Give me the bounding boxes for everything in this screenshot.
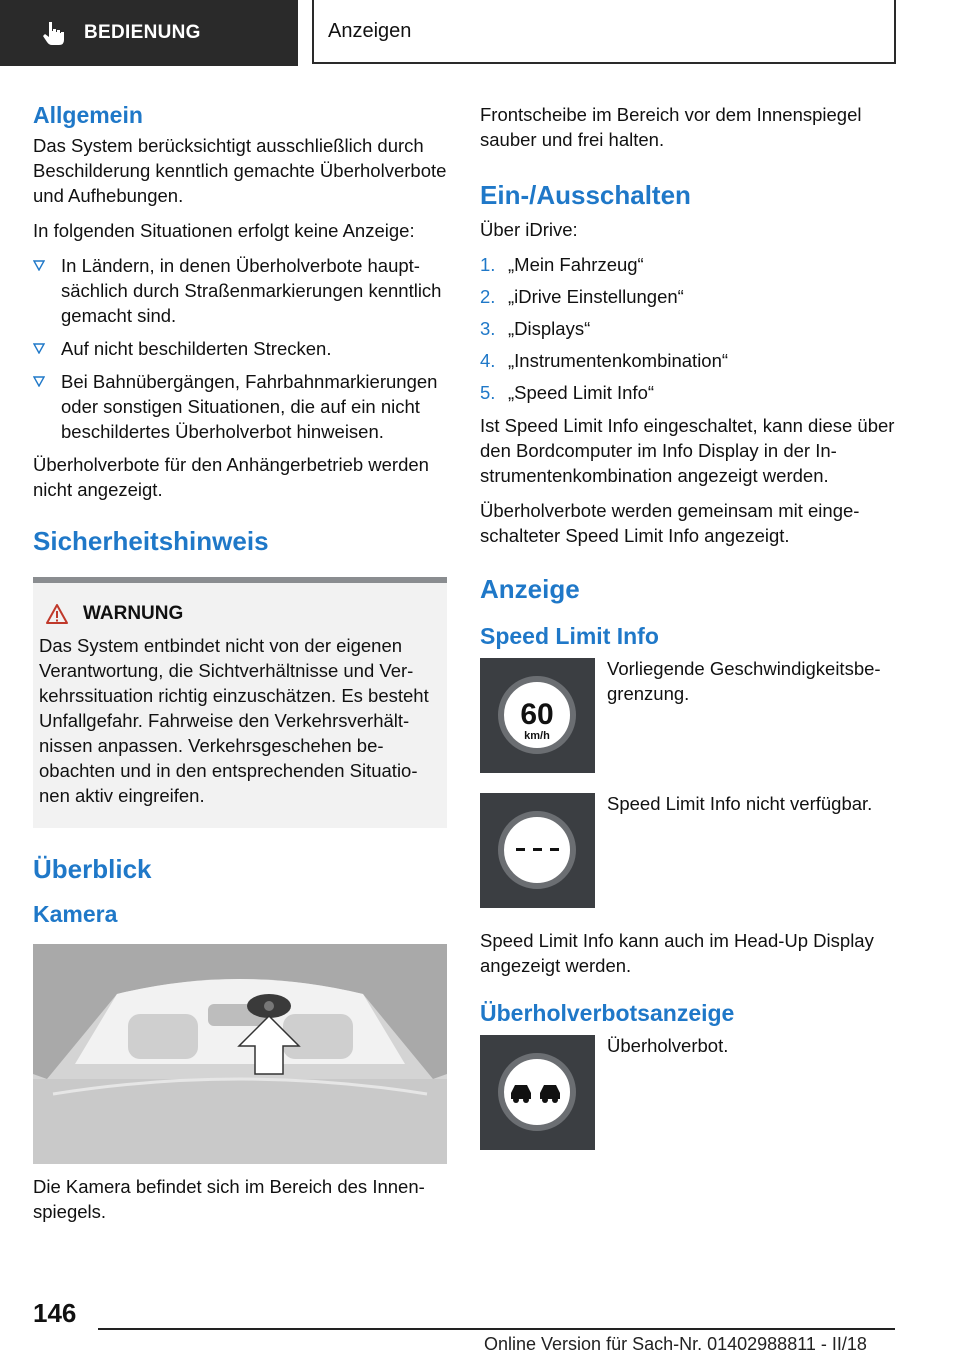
paragraph: Überholverbote für den Anhängerbetrieb werden nicht angezeigt. [33, 454, 429, 500]
heading-ueberblick: Überblick [33, 854, 152, 884]
bullet-list [33, 253, 447, 444]
list-item: Auf nicht beschilderten Strecken. [33, 336, 447, 361]
heading-sicherheitshinweis: Sicherheitshinweis [33, 526, 269, 556]
sign-row [480, 793, 900, 908]
list-item: 2. „iDrive Einstellungen“ [480, 286, 684, 307]
heading-ueberholverbotsanzeige: Überholverbotsanzeige [480, 1000, 735, 1026]
speed-limit-unavailable-icon [480, 793, 595, 908]
heading-kamera: Kamera [33, 901, 118, 927]
paragraph: Die Kamera befindet sich im Bereich des Innenspiegels. [33, 1176, 425, 1222]
list-item: In Ländern, in denen Überholverbote hauptsächlich durch Straßenmarkierungen kenntlich gemacht sind. [33, 253, 447, 328]
paragraph: In folgenden Situationen erfolgt keine Anzeige: [33, 220, 415, 241]
paragraph: Speed Limit Info kann auch im Head-Up Display angezeigt werden. [480, 930, 874, 976]
triangle-bullet-icon [33, 343, 45, 354]
svg-text:60: 60 [520, 698, 554, 731]
list-item: 4. „Instrumentenkombination“ [480, 350, 729, 371]
paragraph: Ist Speed Limit Info eingeschaltet, kann diese über den Bordcomputer im Info Display in der Instrumentenkombination angezeigt werden. [480, 415, 895, 486]
speed-limit-sign-icon [480, 658, 595, 773]
sign-row [480, 658, 900, 773]
paragraph: Das System berücksichtigt ausschließlich durch Beschilderung kenntlich gemachte Überholverbote und Aufhebungen. [33, 135, 447, 206]
heading-anzeige: Anzeige [480, 574, 580, 604]
footer-divider [98, 1328, 895, 1330]
online-version-note: Online Version für Sach-Nr. 01402988811 - II/18 [484, 1334, 867, 1354]
sign-description: Vorliegende Geschwindigkeitsbegrenzung. [607, 658, 881, 704]
left-column [33, 102, 447, 1234]
sign-description: Speed Limit Info nicht verfügbar. [607, 793, 873, 814]
list-item: 1. „Mein Fahrzeug“ [480, 254, 644, 275]
page-number: 146 [33, 1298, 77, 1328]
heading-speed-limit-info: Speed Limit Info [480, 623, 659, 649]
warning-triangle-icon [45, 603, 69, 625]
right-column [480, 102, 900, 1170]
hand-pointer-icon [40, 20, 66, 46]
list-item: 3. „Displays“ [480, 318, 591, 339]
list-item: Bei Bahnübergängen, Fahrbahnmarkierungen oder sonstigen Situationen, die auf ein nicht beschildertes Überholverbot hinweisen. [33, 369, 447, 444]
list-item: 5. „Speed Limit Info“ [480, 382, 655, 403]
step-list [480, 252, 900, 405]
svg-text:km/h: km/h [524, 730, 550, 742]
paragraph: Über iDrive: [480, 219, 578, 240]
heading-allgemein: Allgemein [33, 102, 143, 128]
section-tab [0, 0, 298, 66]
warning-label: WARNUNG [83, 603, 184, 624]
paragraph: Frontscheibe im Bereich vor dem Innenspiegel sauber und frei halten. [480, 104, 862, 150]
paragraph: Überholverbote werden gemeinsam mit eingeschalteter Speed Limit Info angezeigt. [480, 500, 860, 546]
sign-row [480, 1035, 900, 1150]
triangle-bullet-icon [33, 376, 45, 387]
warning-box [33, 577, 447, 828]
chapter-title: Anzeigen [312, 0, 896, 64]
no-overtaking-sign-icon [480, 1035, 595, 1150]
triangle-bullet-icon [33, 260, 45, 271]
warning-text: Das System entbindet nicht von der eigenen Verantwortung, die Sichtverhältnisse und Verkehrssituation richtig einzuschätzen. Es besteht Unfallgefahr. Fahrweise den Verkehrsverhältnissen anpassen. Verkehrsgeschehen beobachten und in den entsprechenden Situationen aktiv eingreifen. [39, 635, 429, 806]
section-label: BEDIENUNG [84, 22, 201, 43]
sign-description: Überholverbot. [607, 1035, 729, 1056]
heading-ein-ausschalten: Ein-/Ausschalten [480, 180, 691, 210]
camera-location-illustration [33, 944, 447, 1164]
